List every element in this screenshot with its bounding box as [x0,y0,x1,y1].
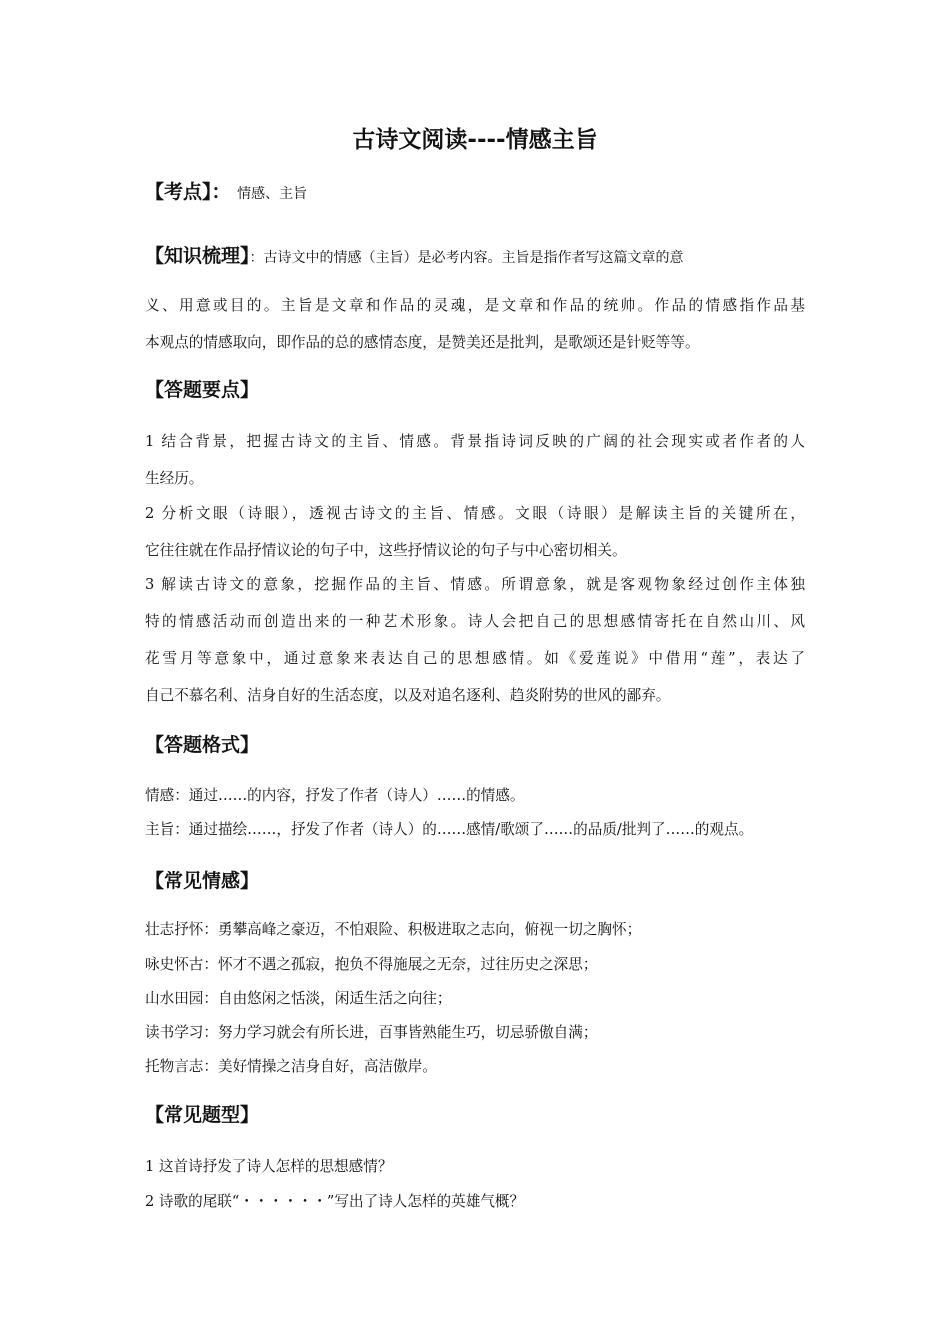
yaodian-line: 特的情感活动而创造出来的一种艺术形象。诗人会把自己的思想感情寄托在自然山川、风 [145,613,805,630]
kaodian-text: 情感、主旨 [237,186,308,202]
yaodian-heading: 【答题要点】 [145,379,260,401]
zhishi-line: 义、用意或目的。主旨是文章和作品的灵魂，是文章和作品的统帅。作品的情感指作品基 [145,297,805,314]
qinggan-line: 托物言志：美好情操之洁身自好，高洁傲岸。 [145,1058,437,1075]
page-title: 古诗文阅读----情感主旨 [352,127,598,153]
qinggan-line: 读书学习：努力学习就会有所长进，百事皆熟能生巧，切忌骄傲自满； [145,1024,598,1041]
tixing-line: 2 诗歌的尾联“・・・・・・”写出了诗人怎样的英雄气概？ [145,1193,525,1210]
qinggan-line: 山水田园：自由悠闲之恬淡，闲适生活之向往； [145,990,452,1007]
geshi-heading: 【答题格式】 [145,734,260,756]
yaodian-line: 3 解读古诗文的意象，挖掘作品的主旨、情感。所谓意象，就是客观物象经过创作主体独 [145,576,805,593]
yaodian-line: 生经历。 [145,470,204,487]
qinggan-line: 壮志抒怀：勇攀高峰之豪迈，不怕艰险、积极进取之志向，俯视一切之胸怀； [145,921,642,938]
zhishi-lead: ：古诗文中的情感（主旨）是必考内容。主旨是指作者写这篇文章的意 [249,250,684,266]
tixing-line: 1 这首诗抒发了诗人怎样的思想感情？ [145,1158,393,1175]
yaodian-line: 1 结合背景，把握古诗文的主旨、情感。背景指诗词反映的广阔的社会现实或者作者的人 [145,433,805,450]
yaodian-line: 花雪月等意象中，通过意象来表达自己的思想感情。如《爱莲说》中借用“莲”，表达了 [145,650,805,667]
tixing-heading: 【常见题型】 [145,1104,260,1126]
qinggan-line: 咏史怀古：怀才不遇之孤寂，抱负不得施展之无奈，过往历史之深思； [145,956,598,973]
geshi-line: 情感：通过……的内容，抒发了作者（诗人）……的情感。 [145,787,525,804]
qinggan-heading: 【常见情感】 [145,870,260,892]
kaodian-section [145,178,307,208]
zhishi-section [145,242,684,272]
kaodian-heading: 【考点】： [145,181,231,203]
zhishi-heading: 【知识梳理】 [145,245,250,267]
yaodian-line: 它往往就在作品抒情议论的句子中，这些抒情议论的句子与中心密切相关。 [145,542,627,559]
yaodian-line: 自己不慕名利、洁身自好的生活态度，以及对追名逐利、趋炎附势的世风的鄙弃。 [145,687,671,704]
geshi-line: 主旨：通过描绘……，抒发了作者（诗人）的……感情/歌颂了……的品质/批判了……的观点。 [145,821,754,838]
yaodian-line: 2 分析文眼（诗眼），透视古诗文的主旨、情感。文眼（诗眼）是解读主旨的关键所在， [145,505,805,522]
zhishi-line: 本观点的情感取向，即作品的总的感情态度，是赞美还是批判，是歌颂还是针贬等等。 [145,334,700,351]
